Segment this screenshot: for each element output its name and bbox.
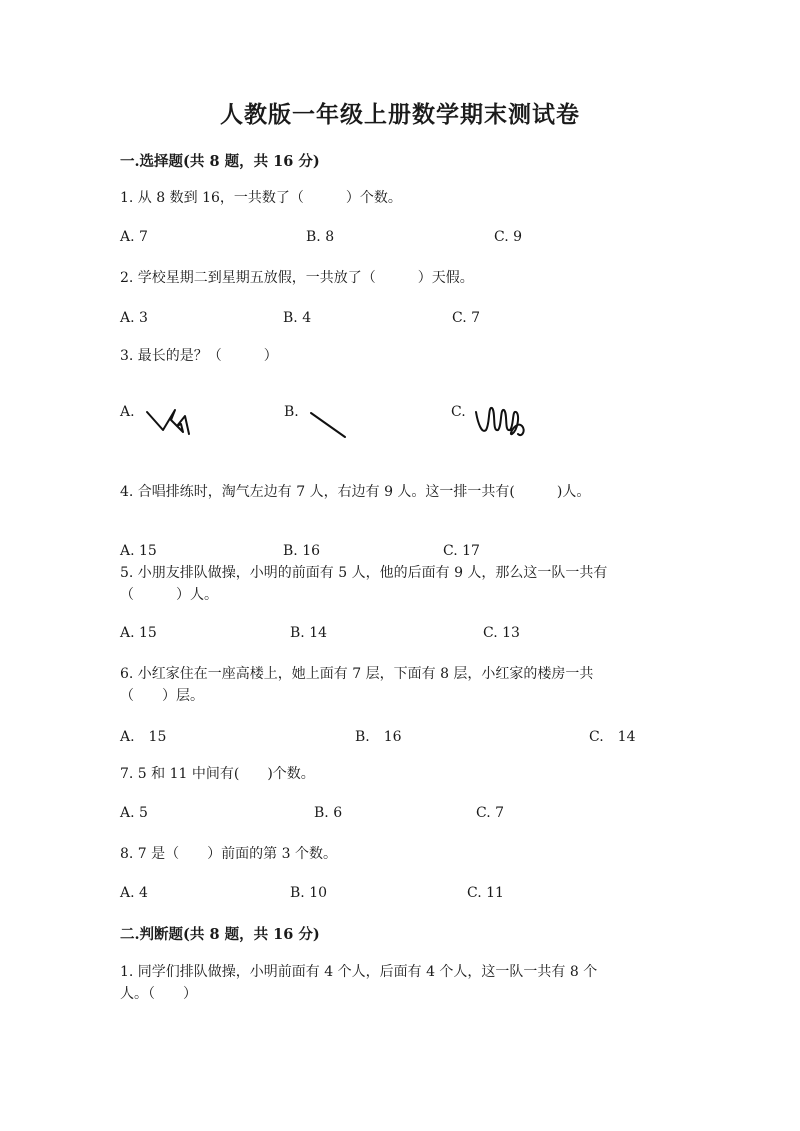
question-6-line1: 6. 小红家住在一座高楼上，她上面有 7 层，下面有 8 层，小红家的楼房一共 [120,666,594,682]
question-1: 1. 从 8 数到 16，一共数了（ ）个数。 [120,190,402,206]
option-c: C. 7 [476,805,505,821]
section-heading-choice: 一.选择题(共 8 题，共 16 分) [120,153,320,170]
question-8: 8. 7 是（ ）前面的第 3 个数。 [120,846,337,862]
option-b: B. 6 [314,805,343,821]
option-c: C. 9 [494,229,523,245]
option-a: A. 15 [120,625,157,641]
option-a: A. 3 [120,310,148,326]
judge-question-1-line1: 1. 同学们排队做操，小明前面有 4 个人，后面有 4 个人，这一队一共有 8 个 [120,964,598,980]
question-7: 7. 5 和 11 中间有( )个数。 [120,766,315,782]
option-c: C. [451,404,466,420]
option-c: C. 7 [452,310,481,326]
option-b: B. 14 [290,625,328,641]
question-2: 2. 学校星期二到星期五放假，一共放了（ ）天假。 [120,270,474,286]
page-title: 人教版一年级上册数学期末测试卷 [220,101,580,128]
zigzag-line-a-figure [145,404,193,438]
option-c: C. 13 [483,625,520,641]
option-b: B. 8 [306,229,335,245]
option-b: B. 16 [355,729,402,745]
option-a: A. 15 [120,729,167,745]
option-a: A. [120,404,135,420]
option-b: B. 4 [283,310,312,326]
option-c: C. 11 [467,885,504,901]
option-a: A. 5 [120,805,148,821]
question-5-line2: （ ）人。 [120,587,218,603]
question-6-line2: （ ）层。 [120,688,204,704]
option-a: A. 15 [120,543,157,559]
option-b: B. 16 [283,543,321,559]
option-b: B. [284,404,299,420]
question-3: 3. 最长的是？（ ） [120,348,278,364]
option-a: A. 4 [120,885,148,901]
question-5-line1: 5. 小朋友排队做操，小明的前面有 5 人，他的后面有 9 人，那么这一队一共有 [120,565,608,581]
straight-line-b-figure [308,410,348,440]
option-a: A. 7 [120,229,148,245]
judge-question-1-line2: 人。（ ） [120,986,197,1002]
curly-line-c-figure [472,400,532,440]
option-c: C. 17 [443,543,480,559]
option-b: B. 10 [290,885,328,901]
section-heading-judge: 二.判断题(共 8 题，共 16 分) [120,926,320,943]
option-c: C. 14 [589,729,636,745]
question-4: 4. 合唱排练时，淘气左边有 7 人，右边有 9 人。这一排一共有( )人。 [120,484,591,500]
